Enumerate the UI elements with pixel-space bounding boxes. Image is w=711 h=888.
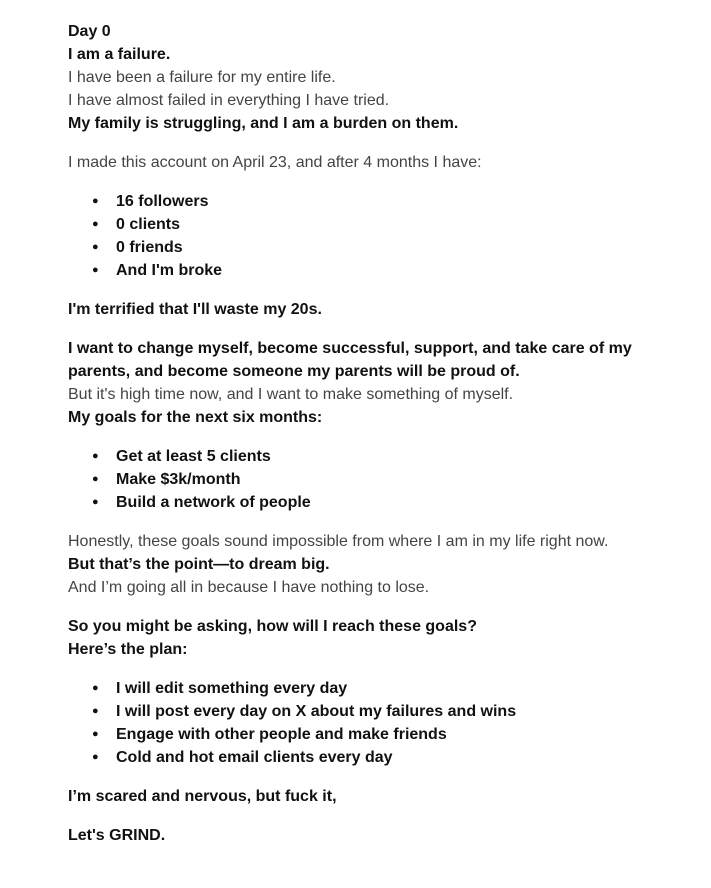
- family-line: My family is struggling, and I am a burden on them.: [68, 115, 459, 132]
- list-item: ● Build a network of people: [68, 491, 698, 514]
- intro-line-2: I have almost failed in everything I have tried.: [68, 92, 390, 109]
- goals-heading: My goals for the next six months:: [68, 409, 323, 426]
- list-item: ● Make $3k/month: [68, 468, 698, 491]
- intro-bold-line: I am a failure.: [68, 46, 171, 63]
- plan-heading: Here’s the plan:: [68, 641, 188, 658]
- honestly-line: Honestly, these goals sound impossible from where I am in my life right now.: [68, 533, 609, 550]
- high-time-line: But it's high time now, and I want to make something of myself.: [68, 386, 514, 403]
- all-in-line: And I’m going all in because I have nothing to lose.: [68, 579, 430, 596]
- change-paragraph: I want to change myself, become successful, support, and take care of my parents, and become someone my parents will be proud of.: [68, 340, 632, 380]
- stats-list: [68, 190, 698, 282]
- terrified-line: I'm terrified that I'll waste my 20s.: [68, 301, 322, 318]
- document-body: [68, 20, 698, 847]
- list-item: ● 16 followers: [68, 190, 698, 213]
- dream-big-line: But that’s the point—to dream big.: [68, 556, 330, 573]
- list-item: ● Engage with other people and make friends: [68, 723, 698, 746]
- intro-line-1: I have been a failure for my entire life.: [68, 69, 336, 86]
- day-heading: Day 0: [68, 23, 111, 40]
- scared-line: I’m scared and nervous, but fuck it,: [68, 788, 337, 805]
- account-line: I made this account on April 23, and after 4 months I have:: [68, 154, 482, 171]
- list-item: ● I will post every day on X about my failures and wins: [68, 700, 698, 723]
- list-item: ● Get at least 5 clients: [68, 445, 698, 468]
- list-item: ● 0 friends: [68, 236, 698, 259]
- plan-list: [68, 677, 698, 769]
- list-item: ● 0 clients: [68, 213, 698, 236]
- asking-line: So you might be asking, how will I reach these goals?: [68, 618, 477, 635]
- goals-list: [68, 445, 698, 514]
- list-item: ● Cold and hot email clients every day: [68, 746, 698, 769]
- list-item: ● I will edit something every day: [68, 677, 698, 700]
- grind-line: Let's GRIND.: [68, 827, 166, 844]
- list-item: ● And I'm broke: [68, 259, 698, 282]
